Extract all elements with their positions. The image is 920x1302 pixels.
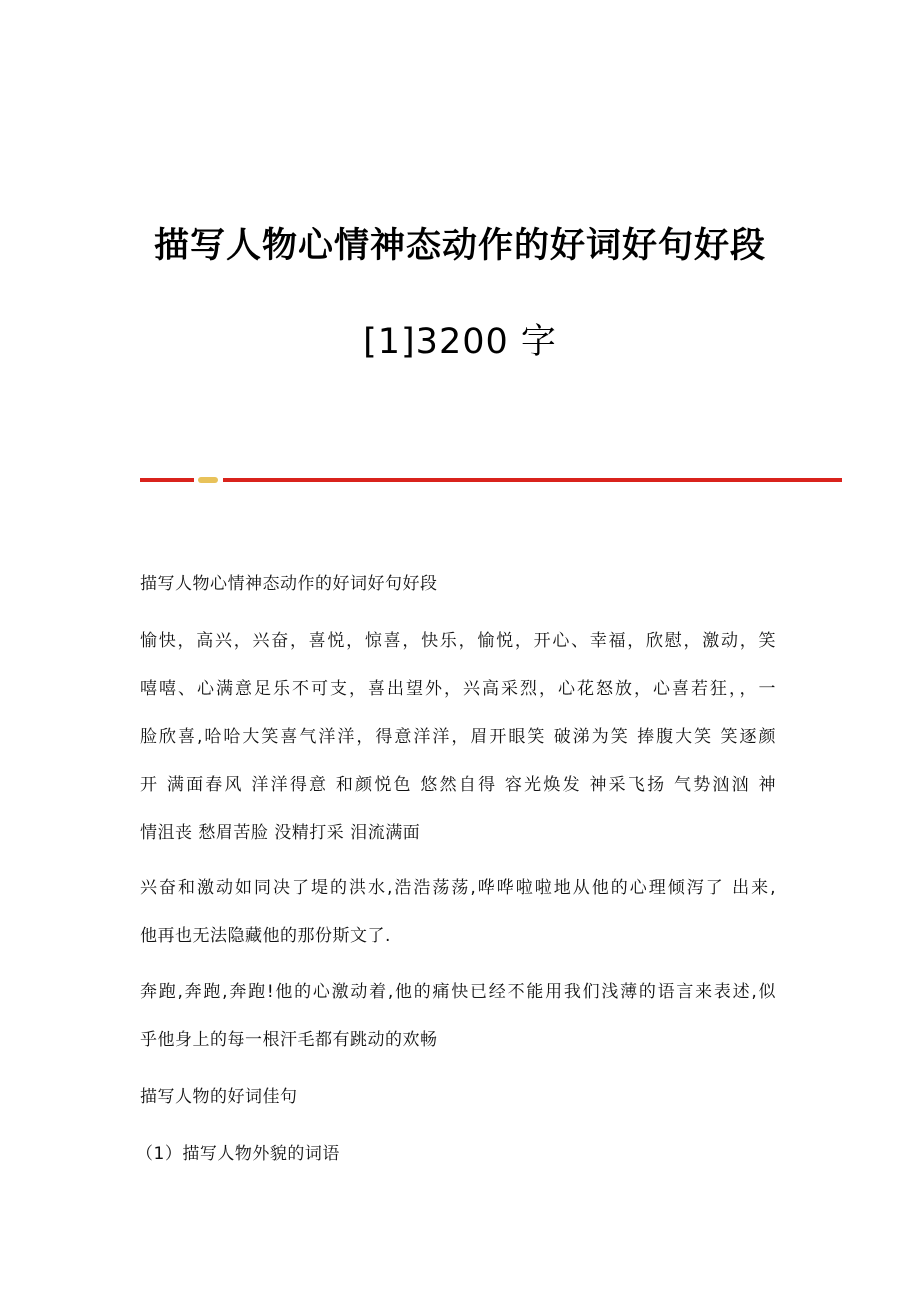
divider-right-segment <box>223 478 842 482</box>
words-line: 开 满面春风 洋洋得意 和颜悦色 悠然自得 容光焕发 神采飞扬 气势汹汹 神 <box>140 775 776 795</box>
excited-line: 他再也无法隐藏他的那份斯文了. <box>140 926 391 946</box>
title-divider <box>140 477 842 483</box>
running-line: 奔跑,奔跑,奔跑!他的心激动着,他的痛快已经不能用我们浅薄的语言来表述,似 <box>140 982 776 1002</box>
excited-line: 兴奋和激动如同决了堤的洪水,浩浩荡荡,哗哗啦啦地从他的心理倾泻了 出来, <box>140 878 776 898</box>
words-line: 情沮丧 愁眉苦脸 没精打采 泪流满面 <box>140 823 421 843</box>
words-line: 脸欣喜,哈哈大笑喜气洋洋，得意洋洋，眉开眼笑 破涕为笑 捧腹大笑 笑逐颜 <box>140 727 776 747</box>
section-heading-2-text: 描写人物的好词佳句 <box>140 1087 298 1107</box>
document-title-line-2: [1]3200 字 <box>363 322 557 362</box>
running-line: 乎他身上的每一根汗毛都有跳动的欢畅 <box>140 1030 438 1050</box>
words-line: 嘻嘻、心满意足乐不可支，喜出望外，兴高采烈，心花怒放，心喜若狂，，一 <box>140 679 776 699</box>
divider-left-segment <box>140 478 194 482</box>
section-heading-1-text: 描写人物心情神态动作的好词好句好段 <box>140 574 438 594</box>
divider-ornament-icon <box>198 477 218 483</box>
document-title-line-1: 描写人物心情神态动作的好词好句好段 <box>153 226 766 266</box>
words-line: 愉快，高兴，兴奋，喜悦，惊喜，快乐，愉悦，开心、幸福，欣慰，激动，笑 <box>140 631 776 651</box>
section-heading-3-text: （1）描写人物外貌的词语 <box>136 1144 340 1164</box>
